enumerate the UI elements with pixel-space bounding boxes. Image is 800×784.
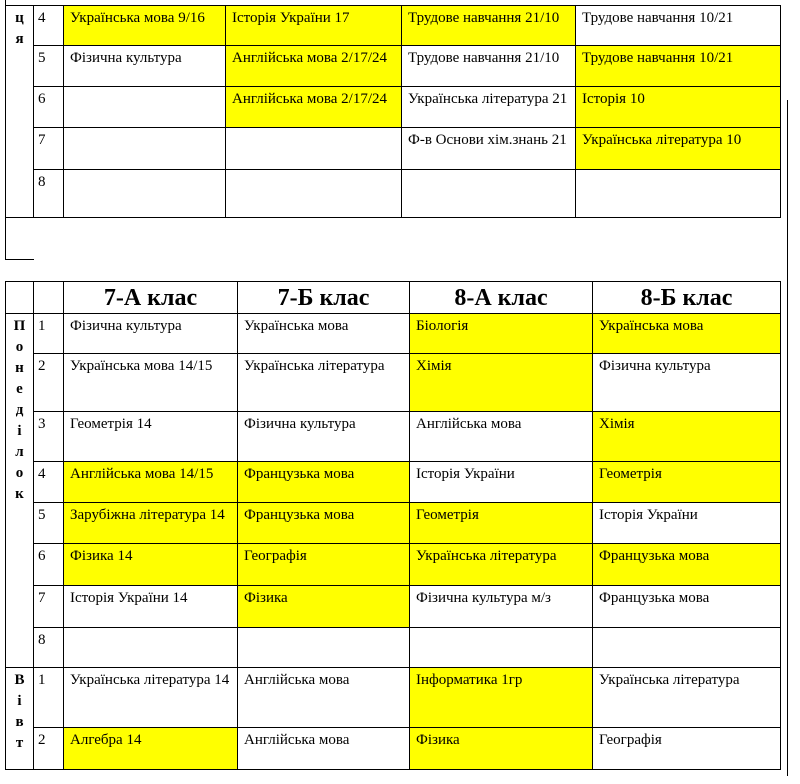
lesson-cell: Українська література xyxy=(238,354,410,412)
lesson-cell xyxy=(410,628,593,668)
lesson-number: 2 xyxy=(34,354,64,412)
day-letter: В xyxy=(14,672,25,688)
lesson-cell: Українська література 14 xyxy=(64,668,238,728)
lesson-cell: Англійська мова 14/15 xyxy=(64,462,238,503)
lesson-cell: Алгебра 14 xyxy=(64,728,238,770)
lesson-cell: Зарубіжна література 14 xyxy=(64,503,238,544)
lesson-cell: Трудове навчання 10/21 xyxy=(576,46,781,87)
lesson-cell: Геометрія xyxy=(410,503,593,544)
top-schedule-body xyxy=(6,6,781,218)
header-corner-num xyxy=(34,282,64,314)
lesson-cell: Трудове навчання 10/21 xyxy=(576,6,781,46)
lesson-number: 7 xyxy=(34,586,64,628)
lesson-cell: Українська мова xyxy=(593,314,781,354)
lesson-cell: Фізична культура м/з xyxy=(410,586,593,628)
lesson-cell: Геометрія xyxy=(593,462,781,503)
lesson-number: 4 xyxy=(34,462,64,503)
table-row xyxy=(6,462,781,503)
day-letter: к xyxy=(15,486,24,502)
lesson-cell: Інформатика 1гр xyxy=(410,668,593,728)
header-class-8b: 8-Б клас xyxy=(593,282,781,314)
table-row xyxy=(6,128,781,170)
top-schedule-table xyxy=(5,5,781,218)
main-schedule-table xyxy=(5,281,781,770)
lesson-cell xyxy=(576,170,781,218)
table-row xyxy=(6,628,781,668)
lesson-number: 6 xyxy=(34,87,64,128)
day-letter: в xyxy=(15,714,24,730)
header-class-7a: 7-А клас xyxy=(64,282,238,314)
day-label xyxy=(6,314,34,668)
lesson-cell: Хімія xyxy=(593,412,781,462)
lesson-cell: Англійська мова 2/17/24 xyxy=(226,46,402,87)
lesson-cell: Фізична культура xyxy=(593,354,781,412)
lesson-number: 5 xyxy=(34,503,64,544)
lesson-cell: Англійська мова xyxy=(238,728,410,770)
day-label xyxy=(6,6,34,218)
day-letter: я xyxy=(15,31,24,47)
lesson-cell: Ф-в Основи хім.знань 21 xyxy=(402,128,576,170)
day-letter: і xyxy=(17,693,22,709)
table-row xyxy=(6,412,781,462)
table-row xyxy=(6,354,781,412)
lesson-cell: Українська мова 14/15 xyxy=(64,354,238,412)
day-letter: о xyxy=(15,339,24,355)
lesson-cell: Українська література 10 xyxy=(576,128,781,170)
lesson-cell: Історія України 14 xyxy=(64,586,238,628)
day-letter: н xyxy=(15,360,24,376)
day-letter: л xyxy=(15,444,24,460)
lesson-cell: Англійська мова 2/17/24 xyxy=(226,87,402,128)
lesson-cell: Геометрія 14 xyxy=(64,412,238,462)
table-row xyxy=(6,6,781,46)
lesson-cell: Українська мова 9/16 xyxy=(64,6,226,46)
header-class-8a: 8-А клас xyxy=(410,282,593,314)
lesson-cell xyxy=(238,628,410,668)
lesson-number: 7 xyxy=(34,128,64,170)
lesson-cell: Французька мова xyxy=(593,544,781,586)
lesson-number: 8 xyxy=(34,170,64,218)
day-letter: і xyxy=(17,423,22,439)
lesson-cell xyxy=(64,170,226,218)
lesson-cell: Біологія xyxy=(410,314,593,354)
lesson-cell: Українська література 21 xyxy=(402,87,576,128)
lesson-number: 3 xyxy=(34,412,64,462)
lesson-cell: Історія 10 xyxy=(576,87,781,128)
table-row xyxy=(6,544,781,586)
day-letter: д xyxy=(15,402,24,418)
lesson-number: 5 xyxy=(34,46,64,87)
day-letter: т xyxy=(15,735,24,751)
lesson-cell: Англійська мова xyxy=(410,412,593,462)
table-row xyxy=(6,87,781,128)
lesson-cell: Українська література xyxy=(410,544,593,586)
frame-bottom-line xyxy=(5,259,34,260)
day-label xyxy=(6,668,34,770)
lesson-cell: Географія xyxy=(593,728,781,770)
lesson-cell: Фізика xyxy=(238,586,410,628)
lesson-number: 2 xyxy=(34,728,64,770)
table-row xyxy=(6,728,781,770)
lesson-cell xyxy=(593,628,781,668)
lesson-cell: Французька мова xyxy=(238,503,410,544)
lesson-cell: Українська література xyxy=(593,668,781,728)
lesson-cell xyxy=(64,128,226,170)
lesson-cell: Французька мова xyxy=(238,462,410,503)
lesson-cell: Історія України 17 xyxy=(226,6,402,46)
day-letter: о xyxy=(15,465,24,481)
table-row xyxy=(6,314,781,354)
lesson-cell: Географія xyxy=(238,544,410,586)
lesson-cell: Фізика xyxy=(410,728,593,770)
lesson-number: 6 xyxy=(34,544,64,586)
lesson-number: 1 xyxy=(34,314,64,354)
day-letter: ц xyxy=(15,10,24,26)
lesson-cell: Трудове навчання 21/10 xyxy=(402,46,576,87)
lesson-cell: Хімія xyxy=(410,354,593,412)
lesson-cell xyxy=(226,170,402,218)
day-letter: е xyxy=(16,381,23,397)
lesson-cell xyxy=(226,128,402,170)
table-row xyxy=(6,586,781,628)
main-schedule-body xyxy=(6,314,781,770)
lesson-cell xyxy=(402,170,576,218)
lesson-cell: Українська мова xyxy=(238,314,410,354)
table-row xyxy=(6,46,781,87)
lesson-cell: Трудове навчання 21/10 xyxy=(402,6,576,46)
lesson-cell: Англійська мова xyxy=(238,668,410,728)
lesson-cell: Фізика 14 xyxy=(64,544,238,586)
table-row xyxy=(6,503,781,544)
lesson-cell: Фізична культура xyxy=(64,46,226,87)
frame-right-line xyxy=(787,100,788,776)
lesson-cell: Фізична культура xyxy=(64,314,238,354)
class-header-row xyxy=(6,282,781,314)
lesson-number: 8 xyxy=(34,628,64,668)
lesson-cell: Фізична культура xyxy=(238,412,410,462)
lesson-number: 4 xyxy=(34,6,64,46)
day-letter: П xyxy=(13,318,26,334)
header-class-7b: 7-Б клас xyxy=(238,282,410,314)
lesson-cell: Історія України xyxy=(593,503,781,544)
lesson-number: 1 xyxy=(34,668,64,728)
header-corner-day xyxy=(6,282,34,314)
lesson-cell: Історія України xyxy=(410,462,593,503)
lesson-cell xyxy=(64,87,226,128)
table-row xyxy=(6,170,781,218)
lesson-cell xyxy=(64,628,238,668)
table-row xyxy=(6,668,781,728)
lesson-cell: Французька мова xyxy=(593,586,781,628)
